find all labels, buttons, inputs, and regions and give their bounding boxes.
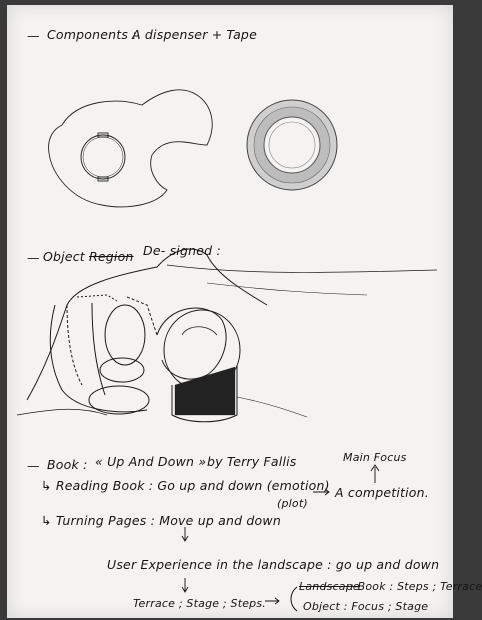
- object-label: Object: [43, 249, 85, 264]
- landscape-crossed: Landscape: [299, 580, 360, 593]
- components-dash: —: [27, 28, 40, 43]
- main-focus-note: Main Focus: [343, 451, 407, 464]
- book-author: by Terry Fallis: [207, 454, 297, 469]
- competition-note: A competition.: [335, 485, 429, 500]
- book-label: Book :: [47, 457, 88, 472]
- reading-line: ↳ Reading Book : Go up and down (emotion): [41, 478, 330, 493]
- plot-note: (plot): [277, 497, 308, 510]
- turning-pages-line: ↳ Turning Pages : Move up and down: [41, 513, 281, 528]
- book-dash: —: [27, 458, 40, 473]
- components-text: A dispenser + Tape: [132, 27, 257, 42]
- object-dash: —: [27, 250, 40, 265]
- tape-roll-sketch: [247, 100, 337, 190]
- terrace-line: Terrace ; Stage ; Steps.: [133, 597, 266, 610]
- book-steps-line: : Book : Steps ; Terrace: [350, 580, 482, 593]
- landscape-object-sketch: [17, 249, 437, 422]
- object-crossed-word: Region: [89, 249, 134, 264]
- sketch-page: [7, 5, 482, 618]
- object-designed: De- signed :: [143, 243, 221, 258]
- object-focus-line: Object : Focus ; Stage: [303, 600, 429, 613]
- book-title: « Up And Down »: [95, 454, 207, 469]
- dispenser-sketch: [49, 90, 213, 207]
- user-experience-line: User Experience in the landscape : go up and down: [107, 557, 440, 572]
- components-label: Components :: [47, 27, 137, 42]
